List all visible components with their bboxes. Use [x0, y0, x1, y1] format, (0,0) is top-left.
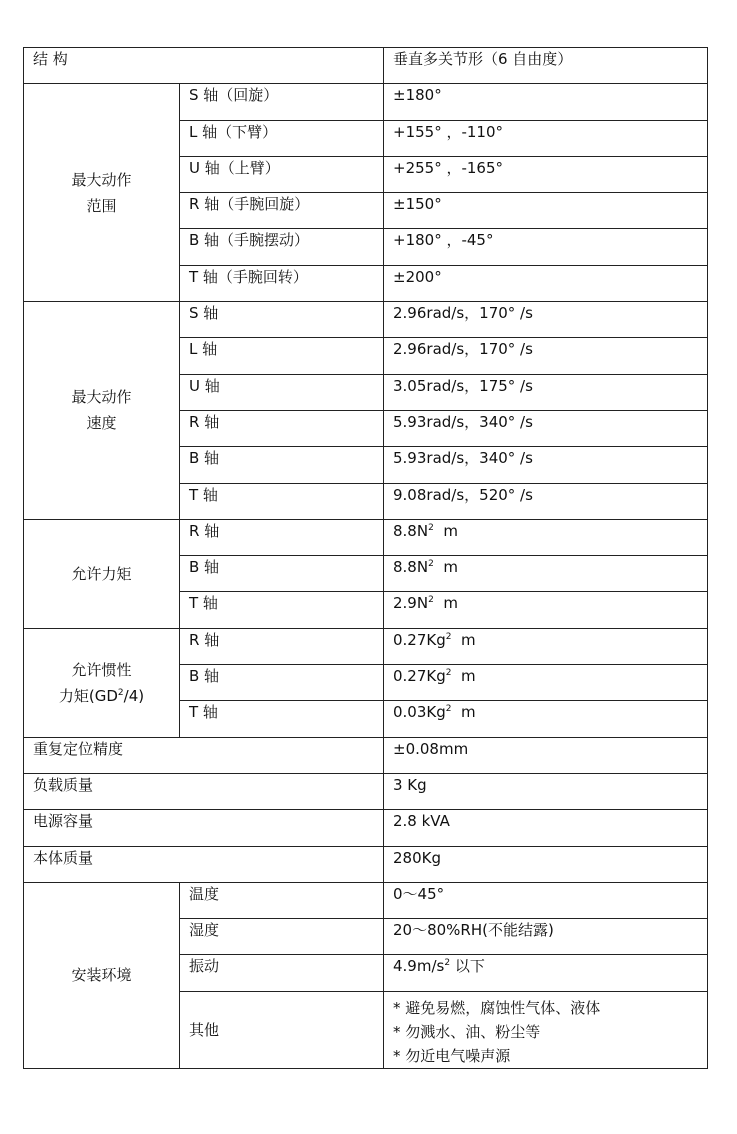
value-cell: +180° ，-45°	[384, 229, 708, 265]
axis-cell: R 轴（手腕回旋）	[180, 193, 384, 229]
speed-group-label	[24, 302, 180, 520]
spec-label: 电源容量	[24, 810, 384, 846]
table-row	[24, 810, 708, 846]
table-row	[24, 302, 708, 338]
value-cell: 20～80%RH(不能结露)	[384, 919, 708, 955]
value-cell: $8.8N^2$ m	[384, 519, 708, 555]
env-other-line: * 避免易燃，腐蚀性气体、液体	[393, 998, 601, 1017]
value-cell: 3 Kg	[384, 773, 708, 809]
axis-cell: L 轴	[180, 338, 384, 374]
value-cell: ±0.08mm	[384, 737, 708, 773]
axis-cell: T 轴	[180, 592, 384, 628]
value-cell: ±150°	[384, 193, 708, 229]
axis-cell: T 轴	[180, 483, 384, 519]
table-row	[24, 773, 708, 809]
table-row	[24, 737, 708, 773]
axis-cell: B 轴	[180, 665, 384, 701]
value-cell: 280Kg	[384, 846, 708, 882]
value-cell: 9.08rad/s，520° /s	[384, 483, 708, 519]
value-cell: $4.9m/s^2$ 以下	[384, 955, 708, 991]
axis-cell: B 轴	[180, 447, 384, 483]
value-cell: $8.8N^2$ m	[384, 556, 708, 592]
range-group-label	[24, 84, 180, 302]
inertia-label-line2: 力矩$(GD^2/4)$	[58, 686, 145, 705]
table-row	[24, 882, 708, 918]
axis-cell: S 轴（回旋）	[180, 84, 384, 120]
axis-cell: 振动	[180, 955, 384, 991]
spec-label: 重复定位精度	[24, 737, 384, 773]
spec-table	[23, 47, 708, 1069]
torque-group-label: 允许力矩	[24, 519, 180, 628]
env-group-label: 安装环境	[24, 882, 180, 1068]
value-cell: $2.9N^2$ m	[384, 592, 708, 628]
header-value: 垂直多关节形（6 自由度）	[384, 48, 708, 84]
env-other-line: * 勿溅水、油、粉尘等	[393, 1022, 541, 1041]
axis-cell: R 轴	[180, 410, 384, 446]
value-cell: 2.8 kVA	[384, 810, 708, 846]
axis-cell: L 轴（下臂）	[180, 120, 384, 156]
axis-cell: R 轴	[180, 628, 384, 664]
axis-cell: S 轴	[180, 302, 384, 338]
spec-label: 负载质量	[24, 773, 384, 809]
value-cell	[384, 991, 708, 1068]
axis-cell: B 轴（手腕摆动）	[180, 229, 384, 265]
value-cell: 0.27Kg$^2$ m	[384, 628, 708, 664]
table-row	[24, 628, 708, 664]
value-cell: ±180°	[384, 84, 708, 120]
value-cell: 5.93rad/s，340° /s	[384, 410, 708, 446]
speed-label-line1: 最大动作	[71, 388, 132, 407]
table-row	[24, 846, 708, 882]
value-cell: 5.93rad/s，340° /s	[384, 447, 708, 483]
env-other-line: * 勿近电气噪声源	[393, 1046, 511, 1065]
range-label-line2: 范围	[86, 196, 117, 215]
value-cell: ±200°	[384, 265, 708, 301]
value-cell: +155° ，-110°	[384, 120, 708, 156]
table-row	[24, 48, 708, 84]
value-cell: +255° ，-165°	[384, 156, 708, 192]
table-row	[24, 519, 708, 555]
header-label: 结 构	[24, 48, 384, 84]
value-cell: 0.27Kg$^2$ m	[384, 665, 708, 701]
speed-label-line2: 速度	[86, 414, 117, 433]
value-cell: 0～45°	[384, 882, 708, 918]
axis-cell: T 轴	[180, 701, 384, 737]
axis-cell: T 轴（手腕回转）	[180, 265, 384, 301]
value-cell: 0.03Kg$^2$ m	[384, 701, 708, 737]
table-row	[24, 84, 708, 120]
value-cell: 2.96rad/s，170° /s	[384, 302, 708, 338]
inertia-group-label	[24, 628, 180, 737]
axis-cell: U 轴（上臂）	[180, 156, 384, 192]
axis-cell: U 轴	[180, 374, 384, 410]
inertia-label-line1: 允许惯性	[71, 660, 132, 679]
spec-label: 本体质量	[24, 846, 384, 882]
value-cell: 2.96rad/s，170° /s	[384, 338, 708, 374]
axis-cell: 温度	[180, 882, 384, 918]
range-label-line1: 最大动作	[71, 170, 132, 189]
axis-cell: 其他	[180, 991, 384, 1068]
axis-cell: 湿度	[180, 919, 384, 955]
axis-cell: R 轴	[180, 519, 384, 555]
axis-cell: B 轴	[180, 556, 384, 592]
value-cell: 3.05rad/s，175° /s	[384, 374, 708, 410]
